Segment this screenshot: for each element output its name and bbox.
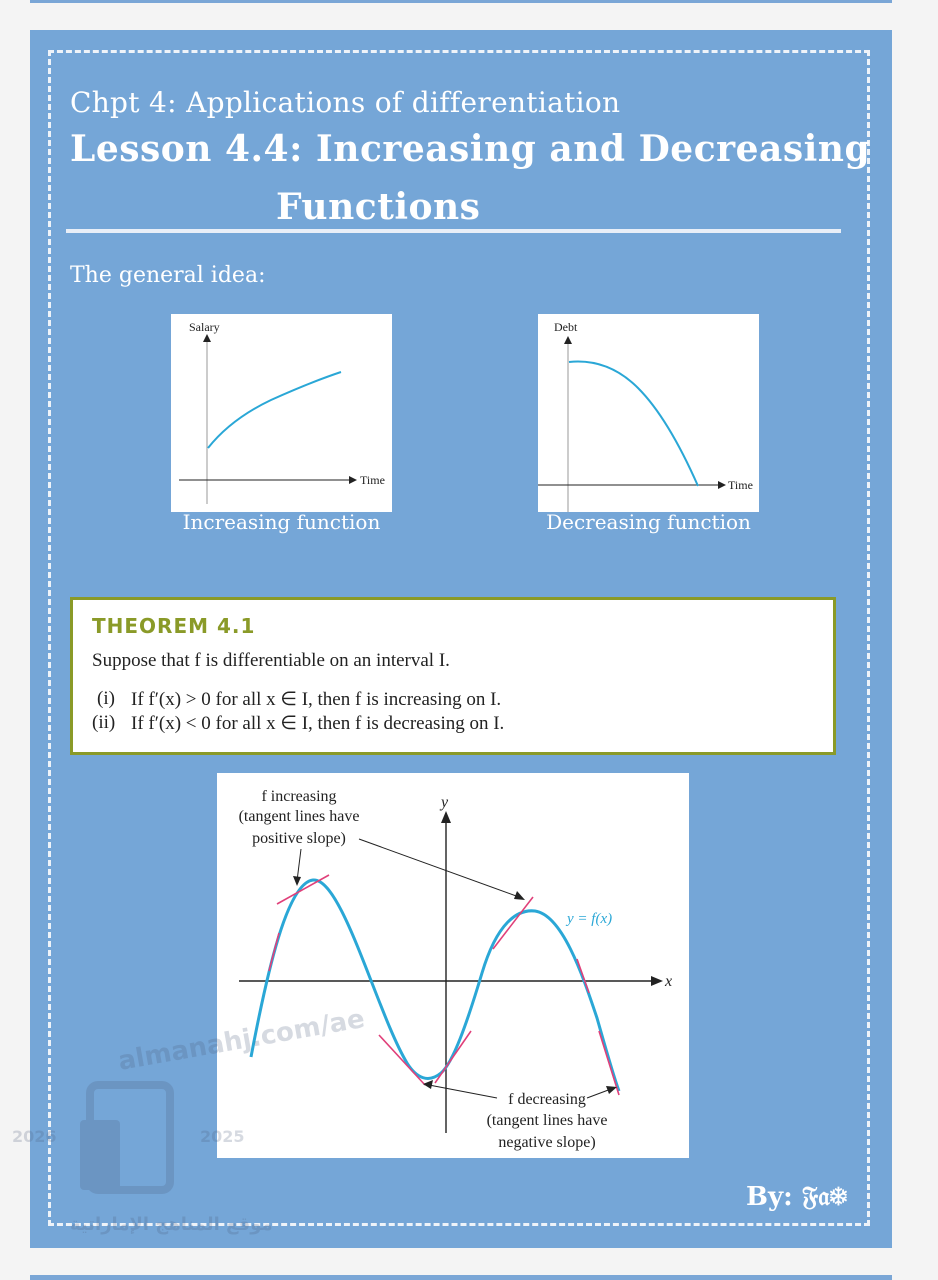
dec-annot-line2: (tangent lines have — [486, 1112, 608, 1129]
increasing-caption: Increasing function — [182, 510, 381, 534]
bottom-divider — [30, 1275, 892, 1280]
tangent-inc-2 — [277, 875, 329, 904]
watermark-year-left: 2026 — [12, 1127, 57, 1146]
theorem-item2-num: (ii) — [92, 712, 116, 733]
tangent-inc-4 — [493, 897, 533, 949]
theorem-statement: Suppose that f is differentiable on an interval I. — [92, 650, 450, 671]
watermark-year-right: 2025 — [200, 1127, 245, 1146]
decreasing-graph — [538, 314, 759, 512]
chapter-title: Chpt 4: Applications of differentiation — [70, 86, 621, 119]
theorem-item1: If f′(x) > 0 for all x ∈ I, then f is increasing on I. — [131, 689, 502, 710]
curve-label: y = f(x) — [567, 911, 613, 927]
decreasing-caption: Decreasing function — [546, 510, 751, 534]
dec-annot-line1: f decreasing — [508, 1091, 586, 1108]
inc-annot-line1: f increasing — [261, 788, 337, 805]
x-axis-label: x — [665, 973, 673, 990]
theorem-box — [70, 597, 836, 755]
lesson-page — [12, 30, 892, 1248]
author-byline: By: 𝔉𝔞❄ — [746, 1182, 848, 1212]
decreasing-figure — [538, 314, 759, 512]
tangent-dec-1 — [379, 1035, 425, 1085]
tangent-dec-2 — [577, 959, 589, 993]
dec-pointer-2 — [587, 1089, 611, 1098]
title-underline — [66, 229, 841, 233]
time-label-dec: Time — [728, 478, 753, 492]
tangent-inc-3 — [435, 1031, 471, 1083]
y-axis-label: y — [441, 794, 449, 811]
theorem-title: THEOREM 4.1 — [92, 614, 256, 638]
inc-pointer-2 — [359, 839, 519, 897]
watermark-logo — [12, 1004, 367, 1250]
increasing-figure — [171, 314, 392, 512]
intro-text: The general idea: — [70, 263, 266, 288]
watermark — [12, 1004, 367, 1254]
salary-label: Salary — [189, 320, 220, 334]
inc-annot-line3: positive slope) — [252, 830, 346, 847]
top-divider — [30, 0, 892, 3]
inc-pointer-1 — [297, 849, 301, 881]
time-label-inc: Time — [360, 473, 385, 487]
dec-annot-line3: negative slope) — [498, 1134, 596, 1151]
increasing-graph — [171, 314, 392, 512]
dec-pointer-1 — [429, 1085, 497, 1098]
lesson-title-line2: Functions — [276, 186, 481, 228]
theorem-item1-num: (i) — [97, 688, 115, 709]
inc-annot-line2: (tangent lines have — [238, 808, 360, 825]
debt-label: Debt — [554, 320, 578, 334]
tangent-dec-3 — [599, 1031, 619, 1095]
theorem-item2: If f′(x) < 0 for all x ∈ I, then f is decreasing on I. — [131, 713, 505, 734]
watermark-arabic: موقع المناهج الإماراتية — [70, 1214, 273, 1235]
lesson-title-line1: Lesson 4.4: Increasing and Decreasing — [70, 128, 871, 170]
tangent-inc-1 — [269, 933, 279, 971]
watermark-url: almanahj.com/ae — [116, 1004, 367, 1077]
